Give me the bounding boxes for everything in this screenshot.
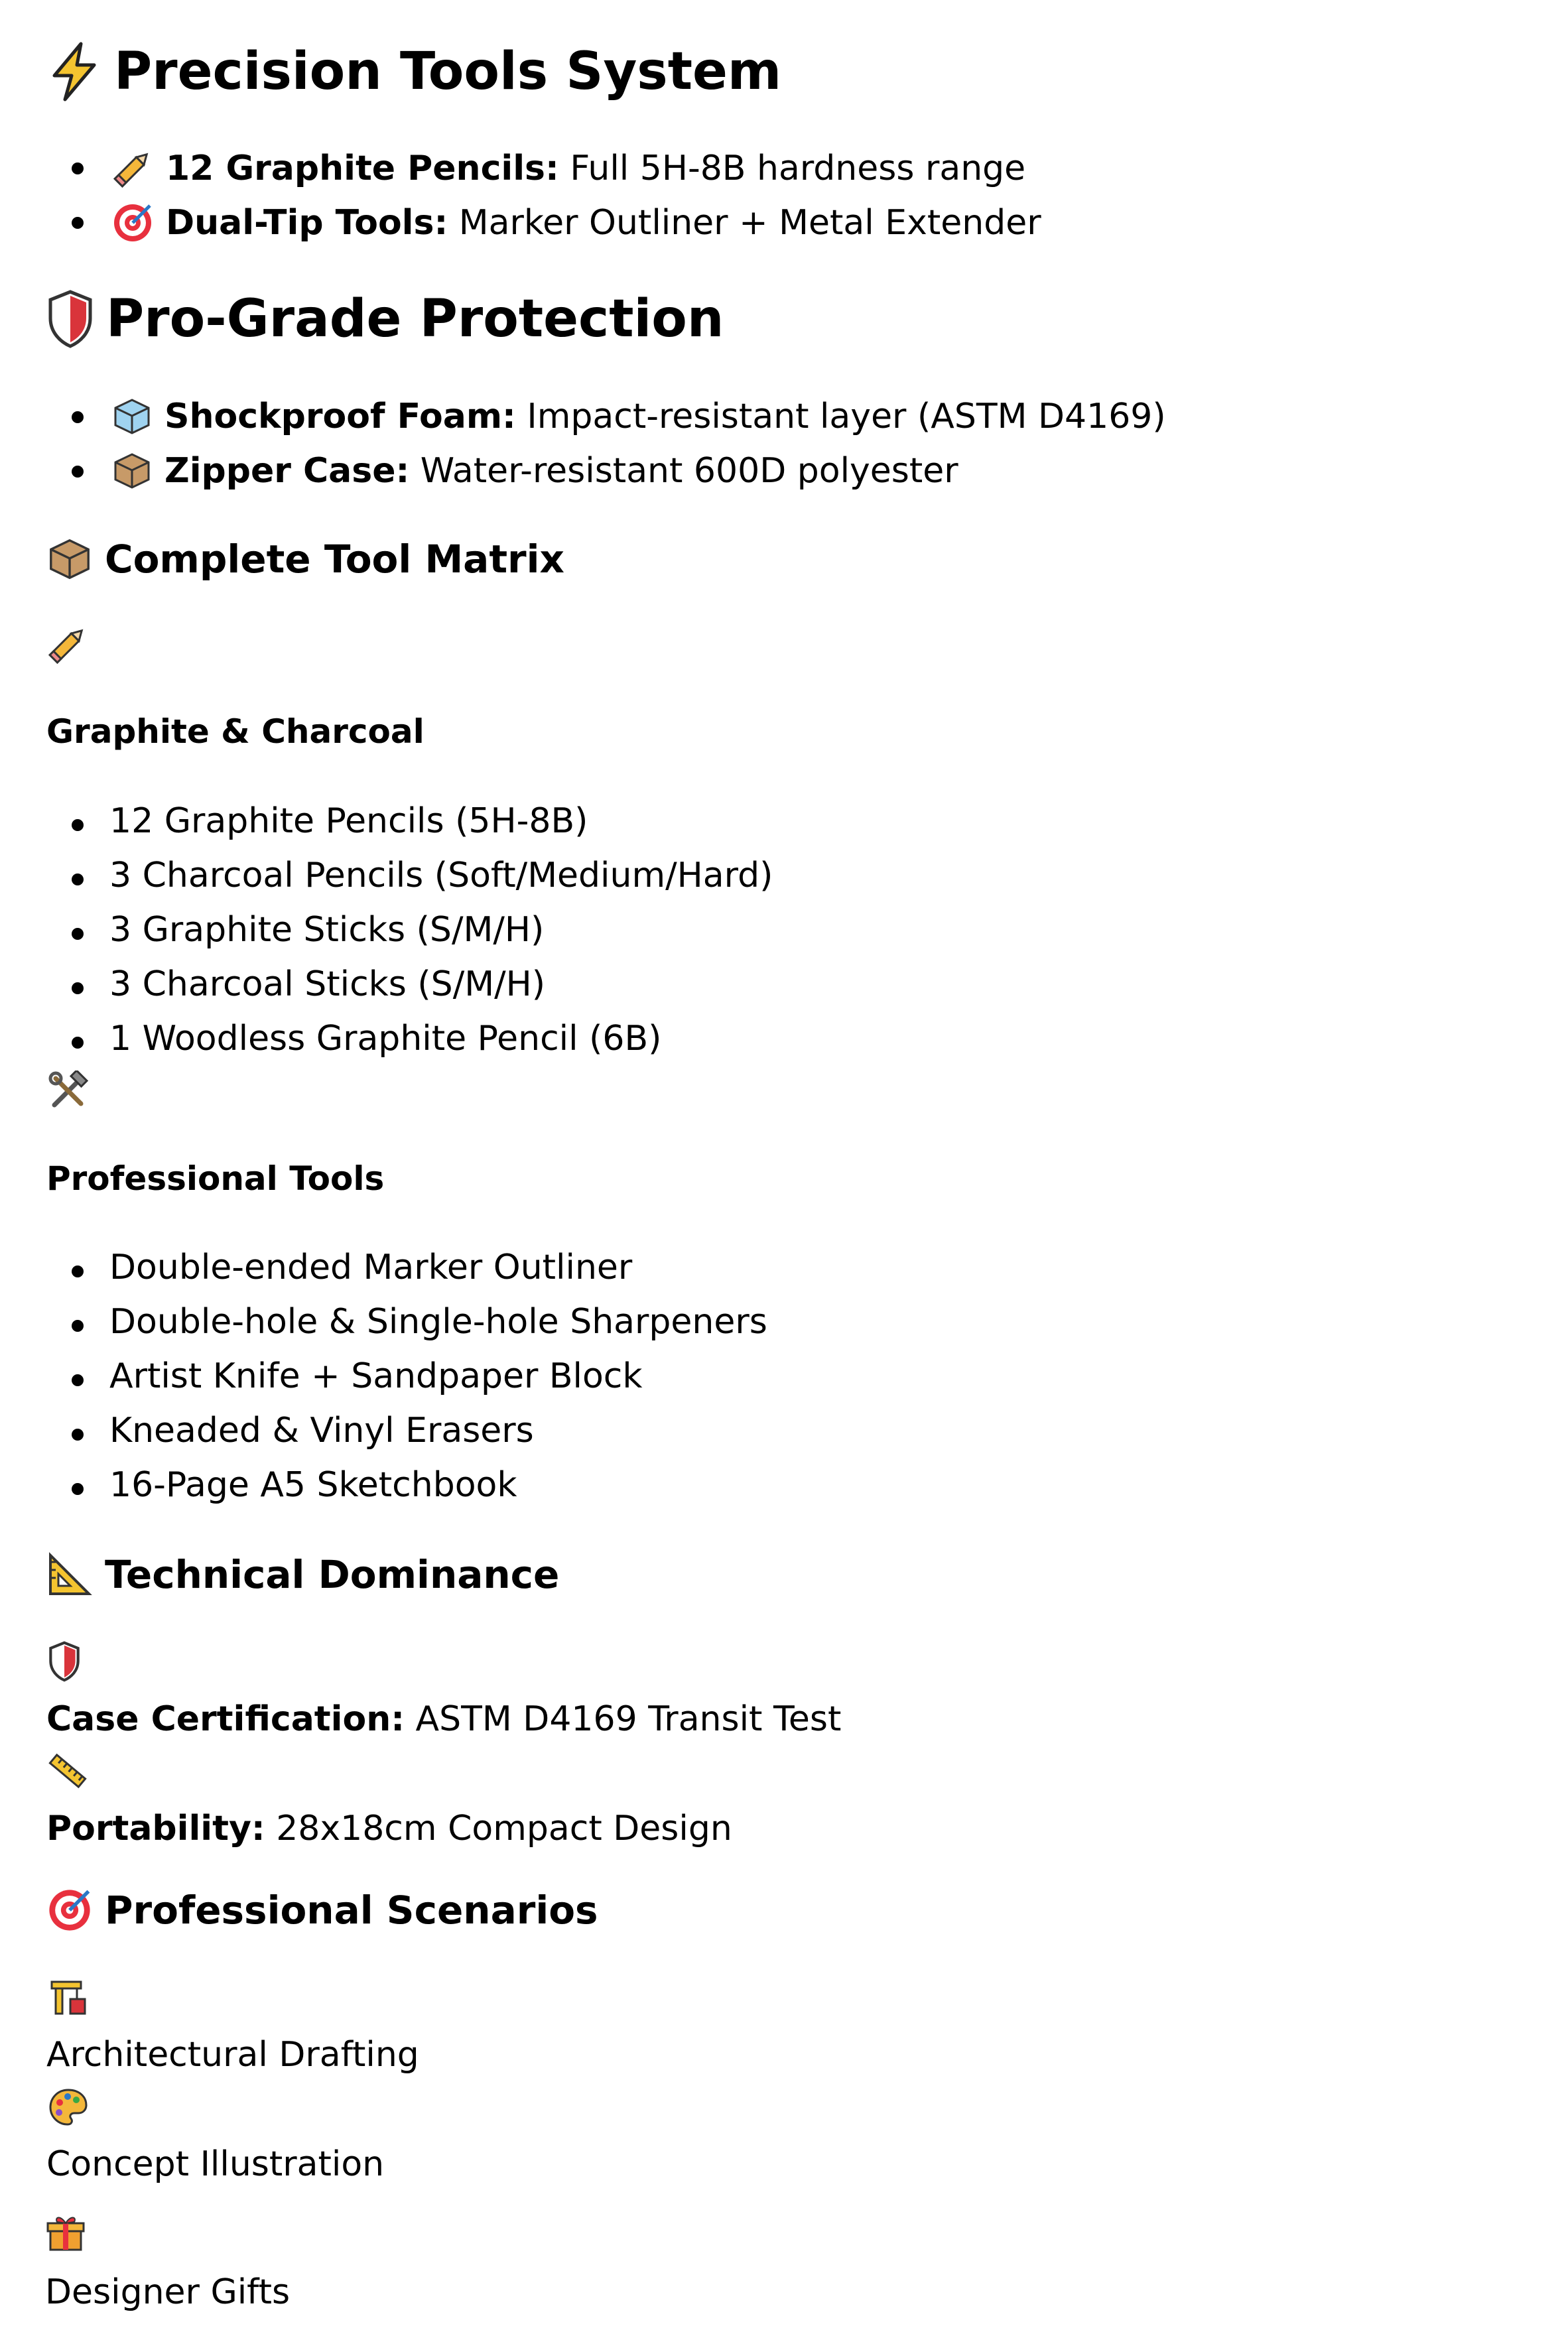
list-item: Double-hole & Single-hole Sharpeners (109, 1302, 767, 1342)
matrix-section-heading (46, 536, 564, 582)
item-text: 28x18cm Compact Design (265, 1809, 732, 1848)
list-item: Artist Knife + Sandpaper Block (109, 1356, 643, 1396)
triangular-ruler-icon (46, 1551, 93, 1598)
graphite-heading: Graphite & Charcoal (46, 712, 425, 751)
list-item: Kneaded & Vinyl Erasers (109, 1411, 534, 1451)
bullet (72, 1483, 84, 1495)
bullet (72, 1037, 84, 1049)
list-item: 16-Page A5 Sketchbook (109, 1465, 517, 1505)
construction-crane-icon (48, 1977, 89, 2020)
pencil-icon (46, 623, 89, 668)
protection-section-heading (46, 289, 724, 349)
item-label: Shockproof Foam: (164, 397, 516, 436)
shield-icon (48, 1641, 81, 1684)
item-text: ASTM D4169 Transit Test (405, 1699, 842, 1739)
protection-section-title: Pro-Grade Protection (106, 289, 724, 349)
ruler-icon (48, 1751, 88, 1793)
package-icon (111, 450, 153, 491)
package-icon (46, 536, 93, 582)
item-text: Full 5H-8B hardness range (558, 149, 1026, 188)
target-icon (111, 202, 154, 244)
bullet (72, 466, 84, 478)
scenario-item: Architectural Drafting (46, 2035, 419, 2075)
precision-section-heading (46, 41, 781, 102)
target-icon (46, 1887, 93, 1933)
lightning-icon (46, 41, 102, 102)
bullet (72, 819, 84, 831)
bullet (72, 874, 84, 885)
hammer-wrench-icon (48, 1070, 89, 1114)
item-text: Water-resistant 600D polyester (409, 451, 958, 491)
bullet (72, 1429, 84, 1441)
list-item (111, 202, 1041, 244)
item-text: Marker Outliner + Metal Extender (448, 203, 1041, 243)
bullet (72, 411, 84, 423)
scenario-item: Designer Gifts (45, 2272, 291, 2312)
precision-section-title: Precision Tools System (114, 42, 782, 101)
list-item: 12 Graphite Pencils (5H-8B) (109, 801, 588, 841)
list-item (111, 147, 1025, 190)
technical-section-heading (46, 1551, 559, 1598)
ice-cube-icon (111, 396, 153, 437)
item-label: Dual-Tip Tools: (166, 203, 448, 243)
list-item: Double-ended Marker Outliner (109, 1248, 633, 1287)
bullet (72, 982, 84, 994)
item-text: Impact-resistant layer (ASTM D4169) (515, 397, 1166, 436)
pencil-icon (111, 147, 154, 190)
bullet (72, 1265, 84, 1277)
list-item: 3 Charcoal Sticks (S/M/H) (109, 964, 545, 1004)
bullet (72, 1320, 84, 1332)
item-label: Portability: (46, 1809, 265, 1848)
gift-icon (45, 2213, 86, 2256)
list-item: 3 Charcoal Pencils (Soft/Medium/Hard) (109, 856, 773, 895)
item-label: Case Certification: (46, 1699, 405, 1739)
technical-section-title: Technical Dominance (105, 1552, 560, 1597)
item-label: 12 Graphite Pencils: (166, 149, 559, 188)
tools-heading: Professional Tools (46, 1159, 385, 1198)
scenarios-section-heading (46, 1887, 598, 1933)
scenario-item: Concept Illustration (46, 2144, 385, 2184)
bullet (72, 217, 84, 229)
matrix-section-title: Complete Tool Matrix (105, 537, 564, 582)
item-label: Zipper Case: (164, 451, 410, 491)
palette-icon (48, 2087, 89, 2130)
list-item: 1 Woodless Graphite Pencil (6B) (109, 1019, 662, 1059)
portability-line (46, 1811, 732, 1846)
scenarios-section-title: Professional Scenarios (105, 1888, 598, 1933)
list-item (111, 396, 1166, 437)
bullet (72, 162, 84, 174)
bullet (72, 928, 84, 940)
list-item: 3 Graphite Sticks (S/M/H) (109, 910, 545, 950)
list-item (111, 450, 958, 491)
certification-line (46, 1699, 842, 1739)
bullet (72, 1374, 84, 1386)
shield-icon (46, 289, 94, 349)
